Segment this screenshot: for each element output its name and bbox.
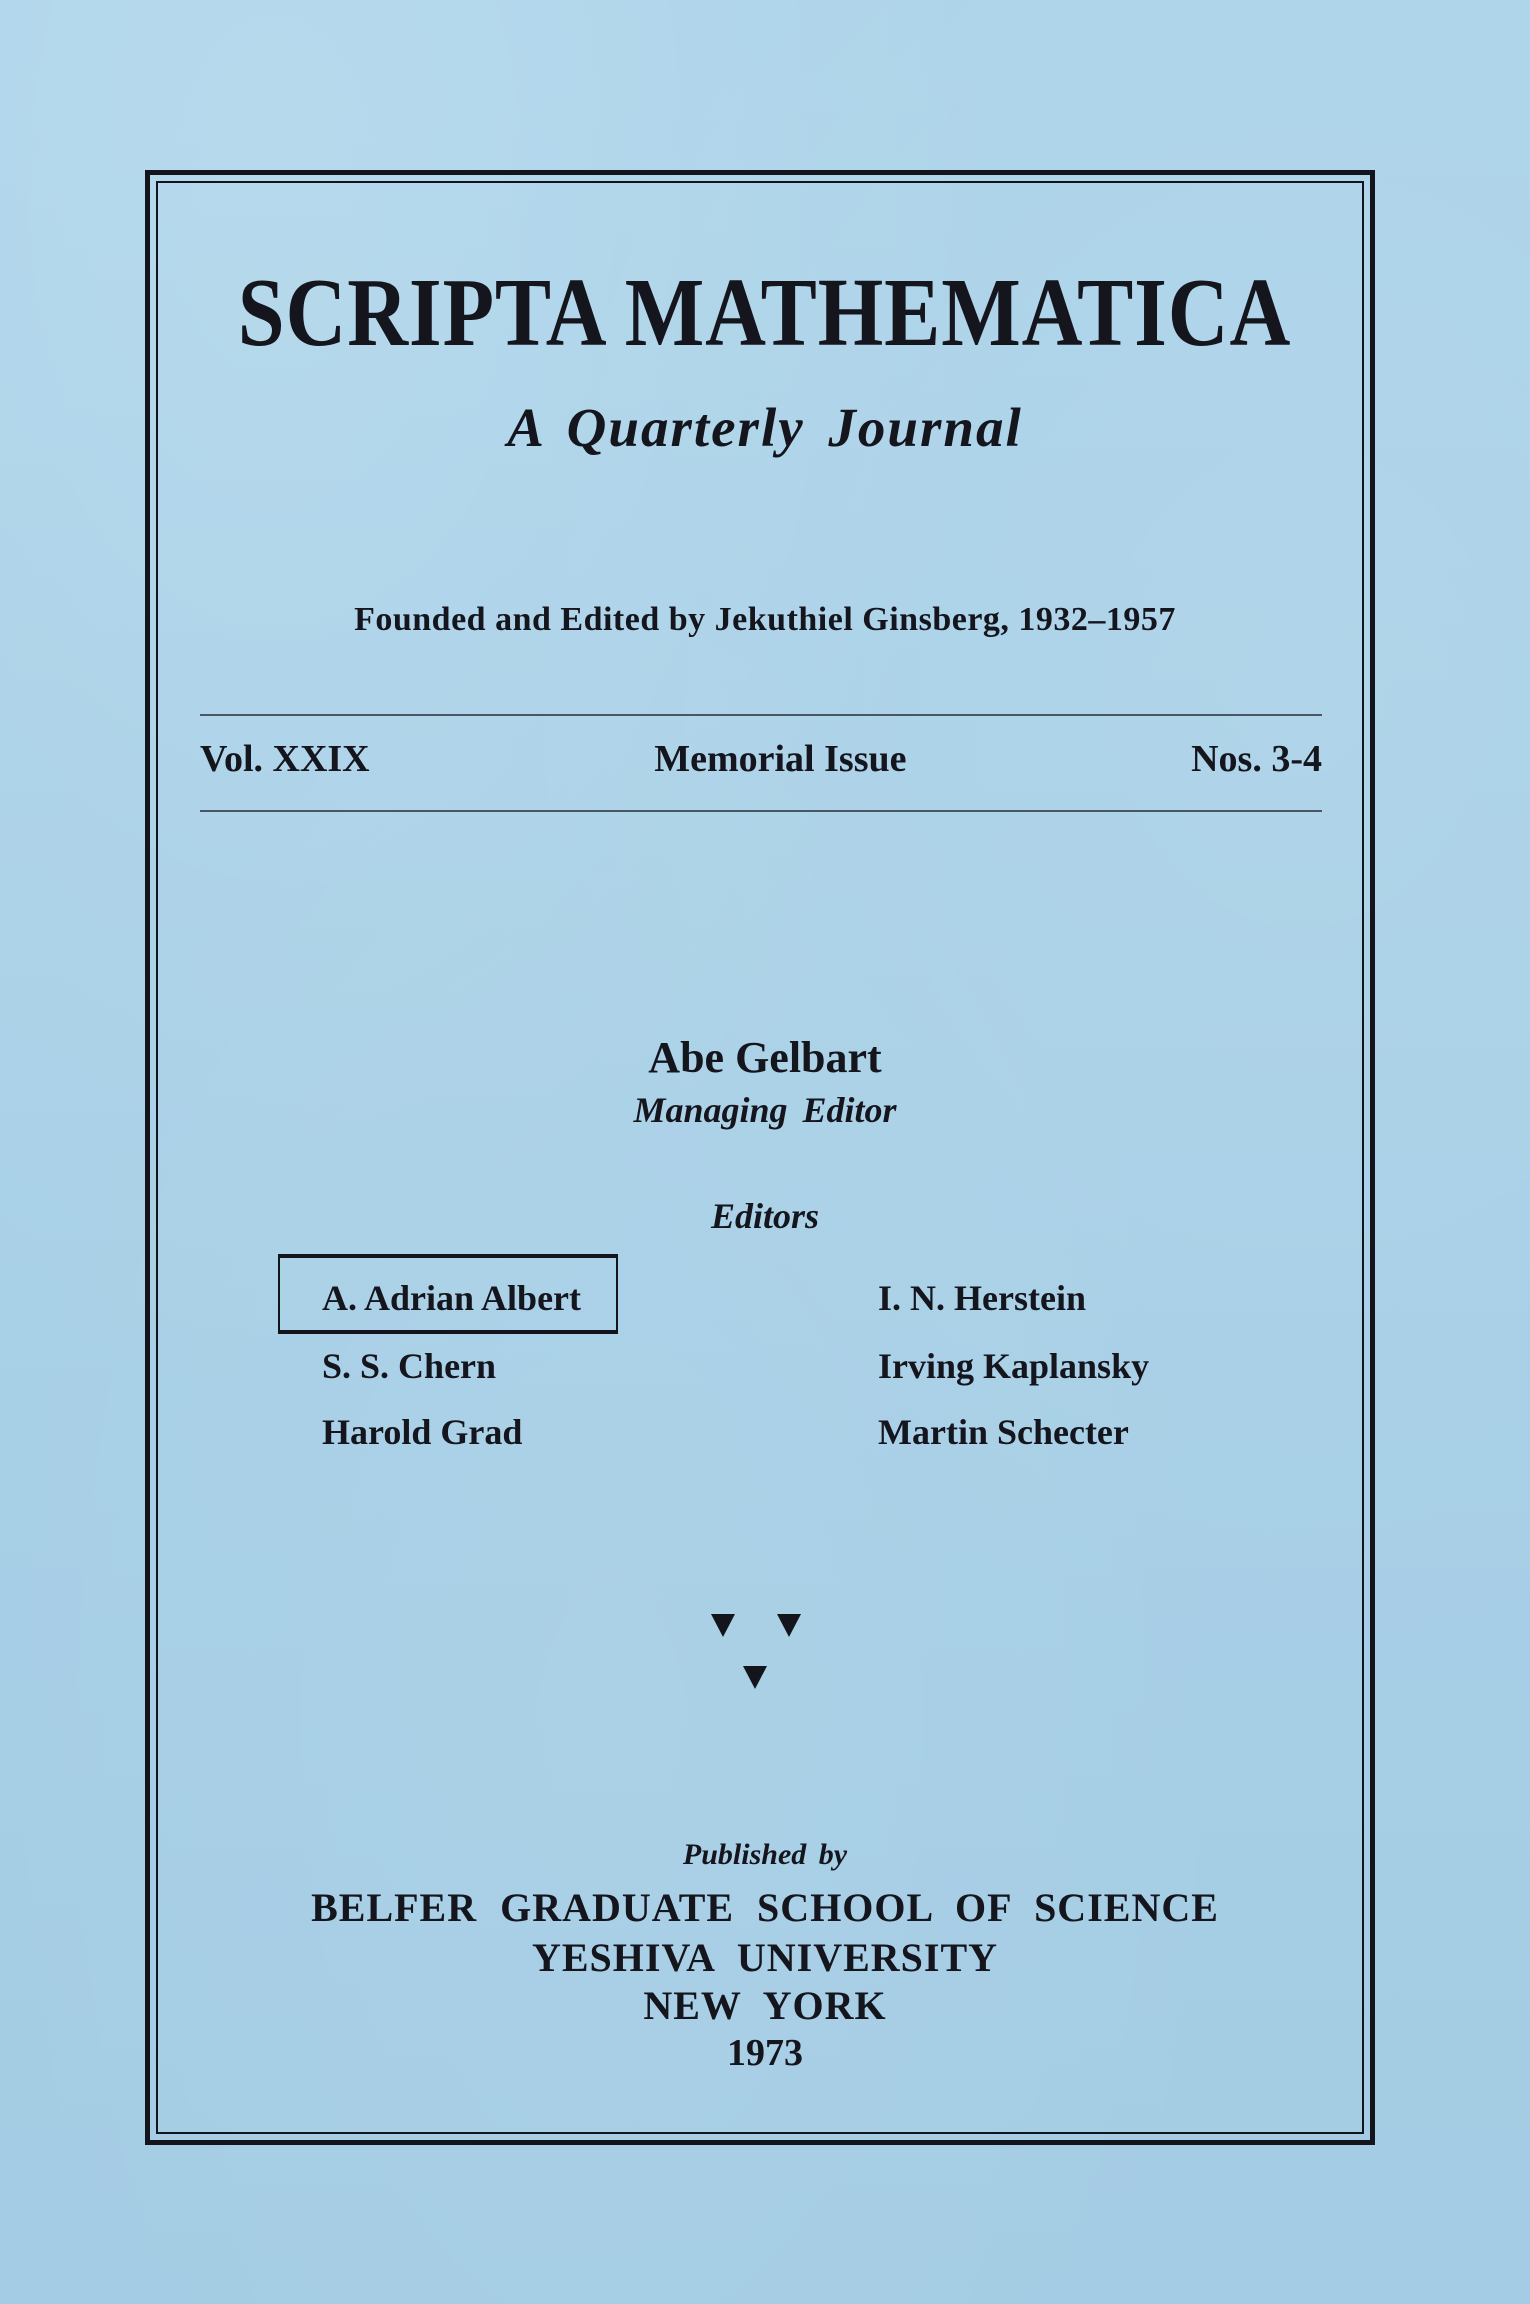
- issue-rule-top: [200, 714, 1322, 716]
- triangle-down-ornament: [777, 1614, 801, 1637]
- triangle-down-ornament: [743, 1666, 767, 1689]
- city-name: NEW YORK: [643, 1983, 887, 2028]
- issue-rule-bottom: [200, 810, 1322, 812]
- editor-name-albert: A. Adrian Albert: [322, 1278, 582, 1318]
- journal-title-text: SCRIPTA MATHEMATICA: [238, 259, 1292, 367]
- publisher-name: BELFER GRADUATE SCHOOL OF SCIENCE: [311, 1885, 1219, 1930]
- editor-name-schecter: Martin Schecter: [878, 1412, 1129, 1452]
- journal-subtitle: A Quarterly Journal: [507, 397, 1023, 458]
- institution-name: YESHIVA UNIVERSITY: [531, 1935, 999, 1980]
- managing-editor-name: Abe Gelbart: [648, 1033, 882, 1082]
- managing-editor-role: Managing Editor: [633, 1090, 897, 1130]
- published-by-label: Published by: [682, 1838, 848, 1871]
- editor-name-herstein: I. N. Herstein: [878, 1278, 1086, 1318]
- editor-name-kaplansky: Irving Kaplansky: [878, 1346, 1150, 1386]
- numbers-label: Nos. 3-4: [1191, 738, 1322, 780]
- issue-label: Memorial Issue: [654, 738, 907, 780]
- journal-title: [0, 259, 1530, 367]
- editor-name-chern: S. S. Chern: [322, 1346, 497, 1386]
- volume-label: Vol. XXIX: [200, 738, 370, 780]
- editors-heading: Editors: [710, 1196, 820, 1236]
- founded-line: Founded and Edited by Jekuthiel Ginsberg, 1932–1957: [354, 601, 1176, 638]
- year-label: 1973: [727, 2032, 803, 2074]
- issue-row: [200, 740, 1322, 778]
- editor-name-grad: Harold Grad: [322, 1412, 523, 1452]
- triangle-down-ornament: [711, 1614, 735, 1637]
